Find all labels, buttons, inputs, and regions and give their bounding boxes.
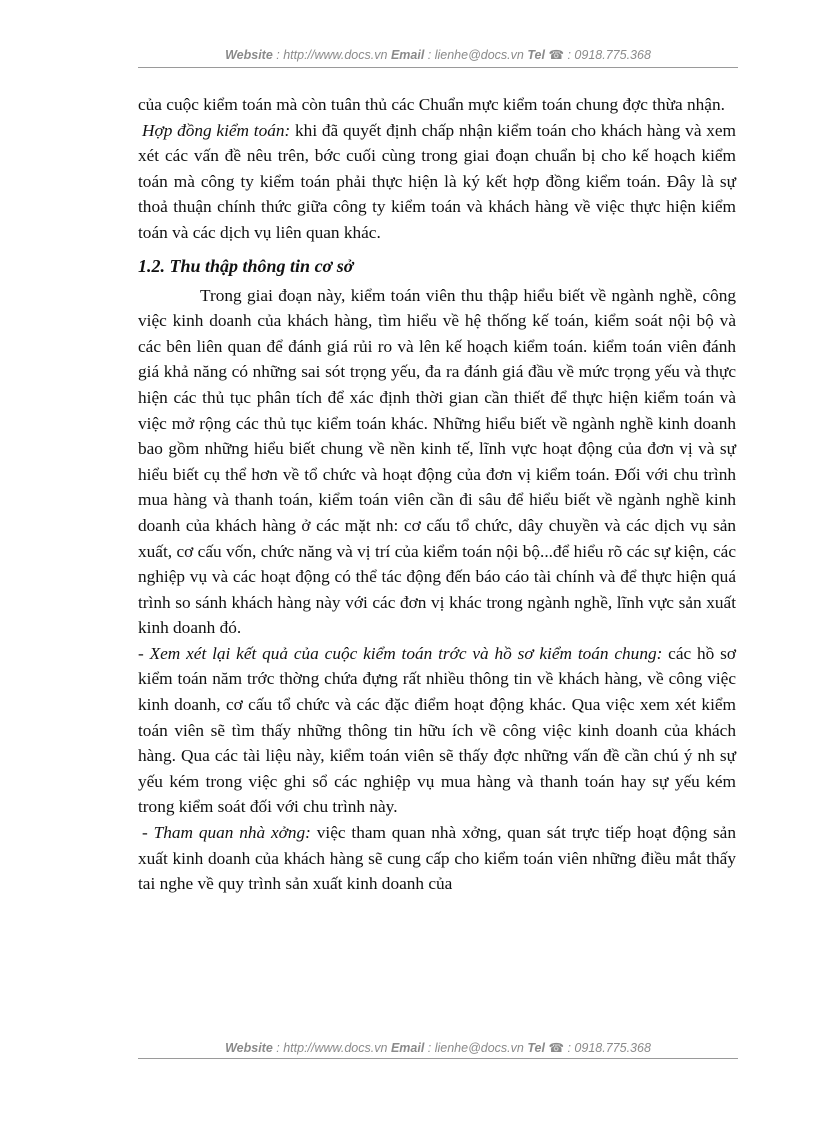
header-email-value[interactable]: : lienhe@docs.vn [427,48,524,62]
document-body [138,92,736,897]
paragraph-basic-info: Trong giai đoạn này, kiểm toán viên thu thập hiểu biết về ngành nghề, công việc kinh doanh của khách hàng, tìm hiểu về hệ thống kế toán, kiểm soát nội bộ và các bên liên quan để đánh giá rủi ro và lên kế hoạch kiểm toán. kiểm toán viên đánh giá khả năng có những sai sót trọng yếu, đa ra đánh giá đầu về mức trọng yếu và thực hiện các thủ tục phân tích để xác định thời gian cần thiết để thực hiện kiểm toán và việc mở rộng các thủ tục kiểm toán khác. Những hiểu biết về ngành nghề kinh doanh bao gồm những hiểu biết chung về nền kinh tế, lĩnh vực hoạt động của đơn vị và sự hiểu biết cụ thể hơn về tổ chức và hoạt động của đơn vị kiểm toán. Đối với chu trình mua hàng và thanh toán, kiểm toán viên cần đi sâu để hiểu biết về ngành nghề kinh doanh của khách hàng ở các mặt nh: cơ cấu tổ chức, dây chuyền và các dịch vụ sản xuất, cơ cấu vốn, chức năng và vị trí của kiểm toán nội bộ...để hiểu rõ các sự kiện, các nghiệp vụ và các hoạt động có thể tác động đến báo cáo tài chính và để thực hiện quá trình so sánh khách hàng này với các đơn vị khác trong ngành nghề, lĩnh vực sản xuất kinh doanh đó. [138,285,736,638]
section-heading: 1.2. Thu thập thông tin cơ sở [138,255,354,276]
header-email-label: Email [390,48,425,62]
contract-text: khi đã quyết định chấp nhận kiểm toán cho khách hàng và xem xét các vấn đề nêu trên, bớc cuối cùng trong giai đoạn chuẩn bị cho kế hoạch kiểm toán mà công ty kiểm toán phải thực hiện là ký kết hợp đồng kiểm toán. Đây là sự thoả thuận chính thức giữa công ty kiểm toán và khách hàng về việc thực hiện kiểm toán và các dịch vụ liên quan khác. [138,120,736,242]
header-tel-label: Tel [527,48,545,62]
footer-tel-value: ☎ : 0918.775.368 [548,1041,651,1055]
header-website-url[interactable]: : http://www.docs.vn [276,48,388,62]
page-footer [138,1040,738,1055]
paragraph-prior-audit [138,641,736,820]
page-header [138,47,738,62]
header-divider [138,67,738,68]
footer-website-label: Website [225,1041,273,1055]
header-website-label: Website [225,48,273,62]
paragraph-contract [138,118,736,246]
prior-audit-label: - Xem xét lại kết quả của cuộc kiểm toán trớc và hồ sơ kiểm toán chung: [138,643,663,663]
footer-email-label: Email [390,1041,425,1055]
paragraph-continuation: của cuộc kiểm toán mà còn tuân thủ các Chuẩn mực kiểm toán chung đợc thừa nhận. [138,95,725,114]
footer-divider [138,1058,738,1059]
plant-tour-label: - Tham quan nhà xởng: [142,823,311,843]
header-tel-value: ☎ : 0918.775.368 [548,48,651,62]
contract-label: Hợp đồng kiểm toán: [142,120,291,140]
footer-website-url[interactable]: : http://www.docs.vn [276,1041,388,1055]
plant-tour-text: việc tham quan nhà xởng, quan sát trực tiếp hoạt động sản xuất kinh doanh của khách hàng sẽ cung cấp cho kiểm toán viên những điều mắt thấy tai nghe về quy trình sản xuất kinh doanh của [138,823,736,894]
paragraph-plant-tour [138,820,736,897]
footer-email-value[interactable]: : lienhe@docs.vn [427,1041,524,1055]
prior-audit-text: các hồ sơ kiểm toán năm trớc thờng chứa đựng rất nhiều thông tin về khách hàng, về công việc kinh doanh, cơ cấu tổ chức và các đặc điểm hoạt động khác. Qua việc xem xét kiểm toán viên sẽ tìm thấy những thông tin hữu ích về công việc kinh doanh của khách hàng. Qua các tài liệu này, kiểm toán viên sẽ thấy đợc những vấn đề cần chú ý nh sự yếu kém trong việc ghi sổ các nghiệp vụ mua hàng và thanh toán hay sự yếu kém trong kiểm soát đối với chu trình này. [138,643,736,817]
footer-tel-label: Tel [527,1041,545,1055]
